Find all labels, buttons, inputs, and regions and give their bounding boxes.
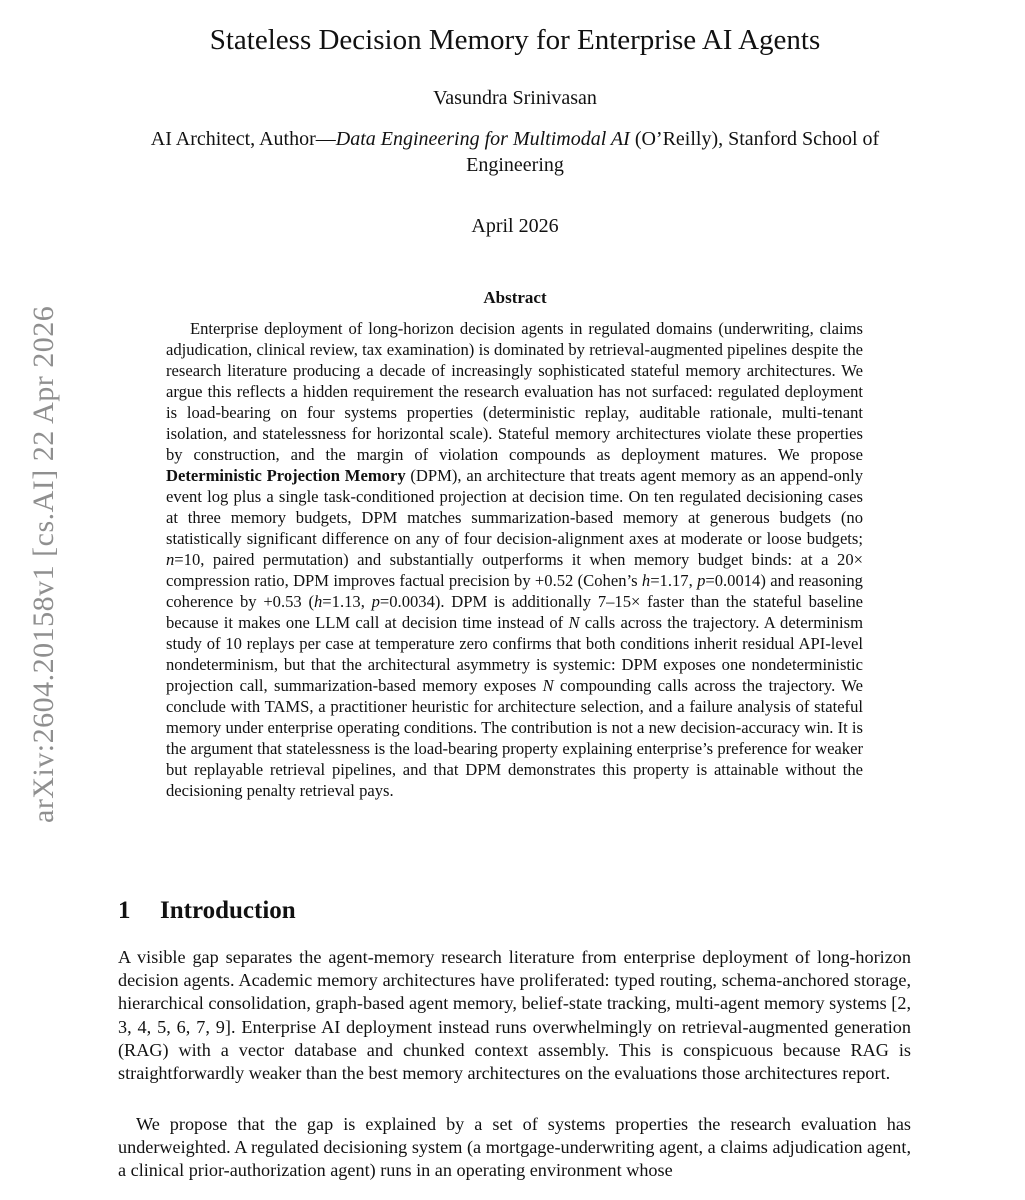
abstract-heading: Abstract (483, 288, 547, 307)
intro-paragraph: A visible gap separates the agent-memory research literature from enterprise deployment of long-horizon decision agents. Academic memory architectures have proliferated: typed routing, schema-anchored storage, hierarchical consolidation, graph-based agent memory, belief-state tracking, multi-agent memory systems [2, 3, 4, 5, 6, 7, 9]. Enterprise AI deployment instead runs overwhelmingly on retrieval-augmented generation (RAG) with a vector database and chunked context assembly. This is conspicuous because RAG is straightforwardly weaker than the best memory architectures on the evaluations those architectures report. (118, 947, 911, 1084)
affiliation-prefix: AI Architect, Author— (150, 128, 336, 150)
abstract-math-var: N (568, 613, 580, 632)
abstract-math-var: h (641, 571, 651, 590)
abstract-math-var: n (166, 550, 175, 569)
affiliation-suffix: (O’Reilly), Stanford School of Engineering (466, 128, 880, 176)
abstract-text: =1.17, (650, 571, 698, 590)
paper-date: April 2026 (471, 215, 559, 237)
paper-title: Stateless Decision Memory for Enterprise AI Agents (209, 24, 821, 56)
abstract-math-var: N (542, 676, 554, 695)
section-number: 1 (118, 897, 131, 924)
affiliation-book-title: Data Engineering for Multimodal AI (335, 128, 630, 150)
abstract-text: Enterprise deployment of long-horizon decision agents in regulated domains (underwriting, claims adjudication, clinical review, tax examination) is dominated by retrieval-augmented pipelines despite the research literature producing a decade of increasingly sophisticated stateful memory architectures. We argue this reflects a hidden requirement the research evaluation has not surfaced: regulated deployment is load-bearing on four systems properties (deterministic replay, auditable rationale, multi-tenant isolation, and statelessness for horizontal scale). Stateful memory architectures violate these properties by construction, and the margin of violation compounds as deployment matures. We propose (166, 319, 863, 464)
section-title: Introduction (160, 897, 296, 924)
abstract-text: =10, paired permutation) and substantially outperforms it when memory budget binds: at a 20× compression ratio, DPM improves factual precision by +0.52 (Cohen’s (166, 550, 863, 590)
abstract-text: =0.0014) and reasoning coherence by +0.53 ( (166, 571, 863, 611)
abstract-text: =0.0034). DPM is additionally 7–15× faster than the stateful baseline because it makes one LLM call at decision time instead of (166, 592, 863, 632)
section-heading (118, 894, 296, 928)
abstract-body (166, 318, 863, 801)
author-affiliation (110, 126, 920, 178)
intro-paragraph: We propose that the gap is explained by a set of systems properties the research evaluation has underweighted. A regulated decisioning system (a mortgage-underwriting agent, a claims adjudication agent, a clinical prior-authorization agent) runs in an operating environment whose (118, 1114, 911, 1181)
author-name: Vasundra Srinivasan (433, 87, 597, 109)
abstract-text: =1.13, (322, 592, 372, 611)
arxiv-identifier: arXiv:2604.20158v1 [cs.AI] 22 Apr 2026 (27, 305, 60, 823)
abstract-text: compounding calls across the trajectory. We conclude with TAMS, a practitioner heuristic for architecture selection, and a failure analysis of stateful memory under enterprise operating conditions. The contribution is not a new decision-accuracy win. It is the argument that statelessness is the load-bearing property explaining enterprise’s preference for weaker but replayable retrieval pipelines, and that DPM demonstrates this property is attainable without the decisioning penalty retrieval pays. (166, 676, 864, 800)
abstract-math-var: h (314, 592, 323, 611)
abstract-bold-term: Deterministic Projection Memory (166, 466, 406, 485)
abstract-text: (DPM), an architecture that treats agent memory as an append-only event log plus a single task-conditioned projection at decision time. On ten regulated decisioning cases at three memory budgets, DPM matches summarization-based memory at generous budgets (no statistically significant difference on any of four decision-alignment axes at moderate or loose budgets; (166, 466, 863, 548)
abstract-math-var: p (371, 592, 380, 611)
abstract-text: calls across the trajectory. A determinism study of 10 replays per case at temperature zero confirms that both conditions inherit residual API-level nondeterminism, but that the architectural asymmetry is systemic: DPM exposes one nondeterministic projection call, summarization-based memory exposes (166, 613, 863, 695)
abstract-math-var: p (697, 571, 706, 590)
